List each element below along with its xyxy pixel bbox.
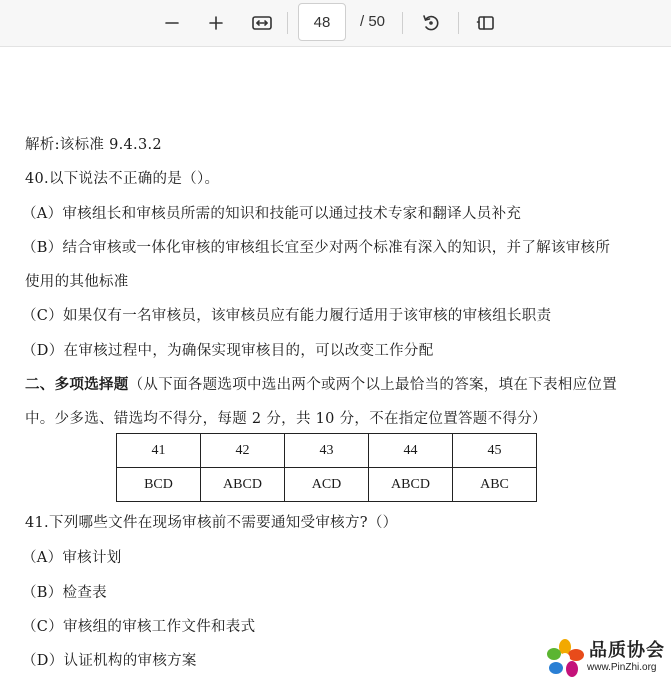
two-page-view-icon: [476, 13, 496, 33]
table-row: [117, 434, 537, 468]
toolbar-divider: [287, 12, 288, 34]
table-cell-number: 44: [369, 434, 453, 468]
q40-option-c: （C）如果仅有一名审核员，该审核员应有能力履行适用于该审核的审核组长职责: [22, 308, 552, 324]
q40-option-a: （A）审核组长和审核员所需的知识和技能可以通过技术专家和翻译人员补充: [22, 206, 522, 222]
watermark-url: www.PinZhi.org: [587, 662, 657, 673]
page-number-input[interactable]: [298, 3, 346, 41]
plus-icon: [207, 14, 225, 32]
q40-option-b-continued: 使用的其他标准: [25, 274, 129, 290]
section-2-title: 二、多项选择题: [25, 377, 129, 393]
page-total: / 50: [360, 13, 386, 30]
rotate-button[interactable]: [415, 7, 447, 39]
q41-option-a: （A）审核计划: [22, 550, 122, 566]
minus-icon: [163, 14, 181, 32]
toolbar-divider: [402, 12, 403, 34]
page-view-button[interactable]: [470, 7, 502, 39]
watermark: [543, 634, 671, 682]
answer-table: [116, 433, 537, 502]
fit-width-icon: [251, 14, 273, 32]
table-cell-answer: ABCD: [369, 468, 453, 502]
section-2-instructions: （从下面各题选项中选出两个或两个以上最恰当的答案，填在下表相应位置: [128, 377, 618, 393]
table-cell-answer: BCD: [117, 468, 201, 502]
toolbar-divider: [458, 12, 459, 34]
question-40: 40.以下说法不正确的是（）。: [25, 171, 220, 187]
pdf-toolbar: [0, 0, 671, 47]
table-row: [117, 468, 537, 502]
table-cell-number: 43: [285, 434, 369, 468]
watermark-brand: 品质协会: [589, 640, 665, 661]
pdf-page-content: [0, 47, 671, 682]
table-cell-answer: ABC: [453, 468, 537, 502]
q41-option-d: （D）认证机构的审核方案: [22, 653, 197, 669]
rotate-icon: [421, 13, 441, 33]
q40-option-d: （D）在审核过程中，为确保实现审核目的，可以改变工作分配: [22, 343, 434, 359]
q40-option-b: （B）结合审核或一体化审核的审核组长宜至少对两个标准有深入的知识，并了解该审核所: [22, 240, 611, 256]
table-cell-number: 45: [453, 434, 537, 468]
zoom-in-button[interactable]: [200, 7, 232, 39]
zoom-out-button[interactable]: [156, 7, 188, 39]
table-cell-number: 41: [117, 434, 201, 468]
q41-option-c: （C）审核组的审核工作文件和表式: [22, 619, 256, 635]
section-2-instructions-continued: 中。少多选、错选均不得分，每题 2 分，共 10 分，不在指定位置答题不得分）: [25, 411, 547, 427]
section-2-heading: [25, 373, 617, 394]
analysis-line: 解析:该标准 9.4.3.2: [25, 137, 162, 153]
table-cell-number: 42: [201, 434, 285, 468]
question-41: 41.下列哪些文件在现场审核前不需要通知受审核方?（）: [25, 515, 398, 531]
q41-option-b: （B）检查表: [22, 585, 107, 601]
fit-page-button[interactable]: [246, 7, 278, 39]
table-cell-answer: ABCD: [201, 468, 285, 502]
flower-logo-icon: [545, 638, 585, 678]
table-cell-answer: ACD: [285, 468, 369, 502]
